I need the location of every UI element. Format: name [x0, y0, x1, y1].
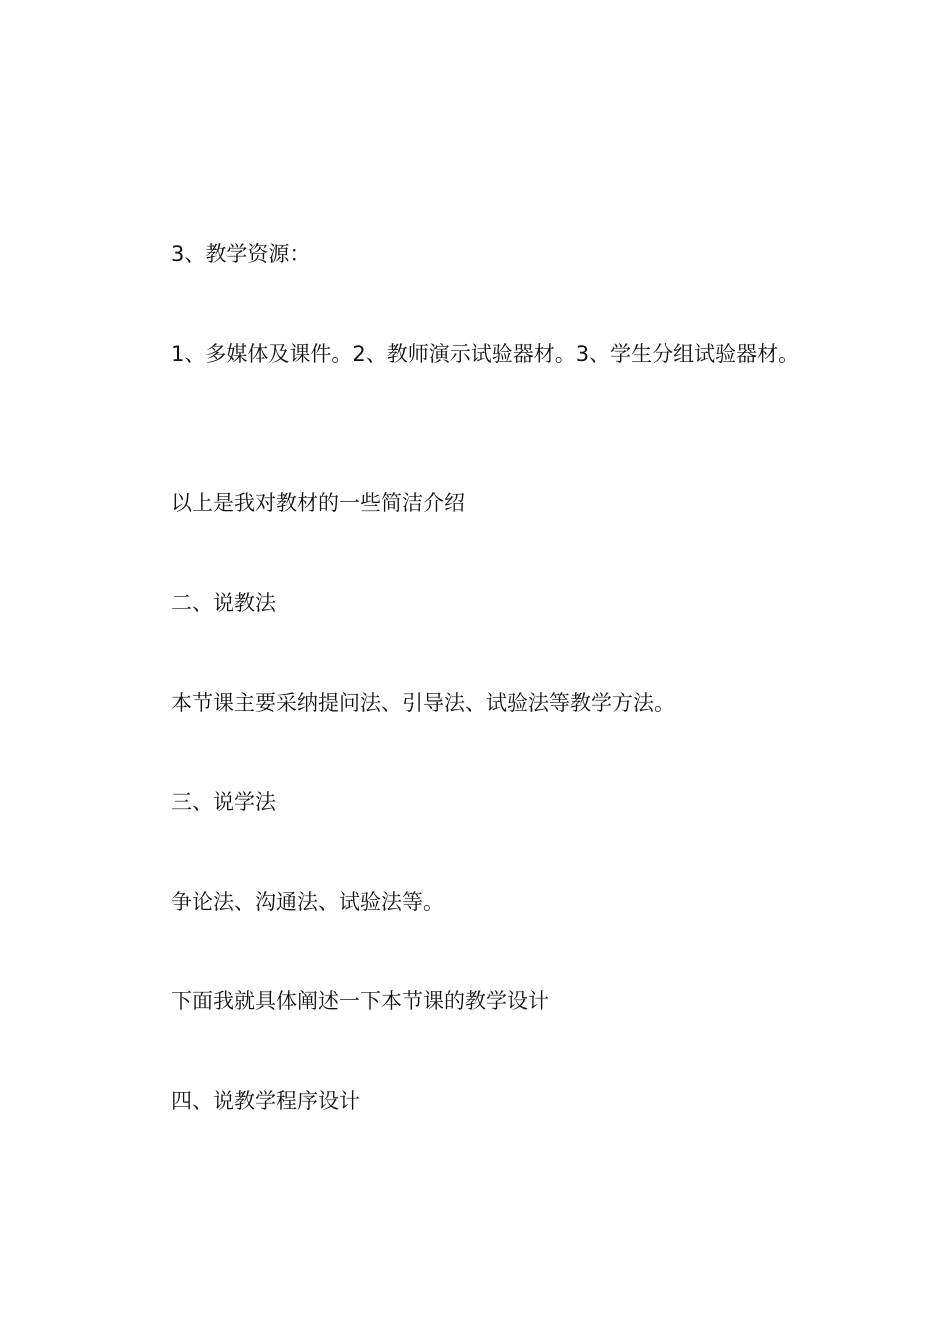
paragraph-material-summary: 以上是我对教材的一些简洁介绍 — [171, 491, 465, 515]
paragraph-teaching-methods: 本节课主要采纳提问法、引导法、试验法等教学方法。 — [171, 691, 675, 715]
section-heading-teaching-methods: 二、说教法 — [171, 591, 276, 615]
paragraph-resource-list: 1、多媒体及课件。2、教师演示试验器材。3、学生分组试验器材。 — [171, 342, 800, 366]
paragraph-design-intro: 下面我就具体阐述一下本节课的教学设计 — [171, 989, 549, 1013]
section-heading-teaching-resources: 3、教学资源： — [171, 242, 311, 266]
paragraph-learning-methods: 争论法、沟通法、试验法等。 — [171, 890, 444, 914]
section-heading-procedure-design: 四、说教学程序设计 — [171, 1089, 360, 1113]
section-heading-learning-methods: 三、说学法 — [171, 790, 276, 814]
